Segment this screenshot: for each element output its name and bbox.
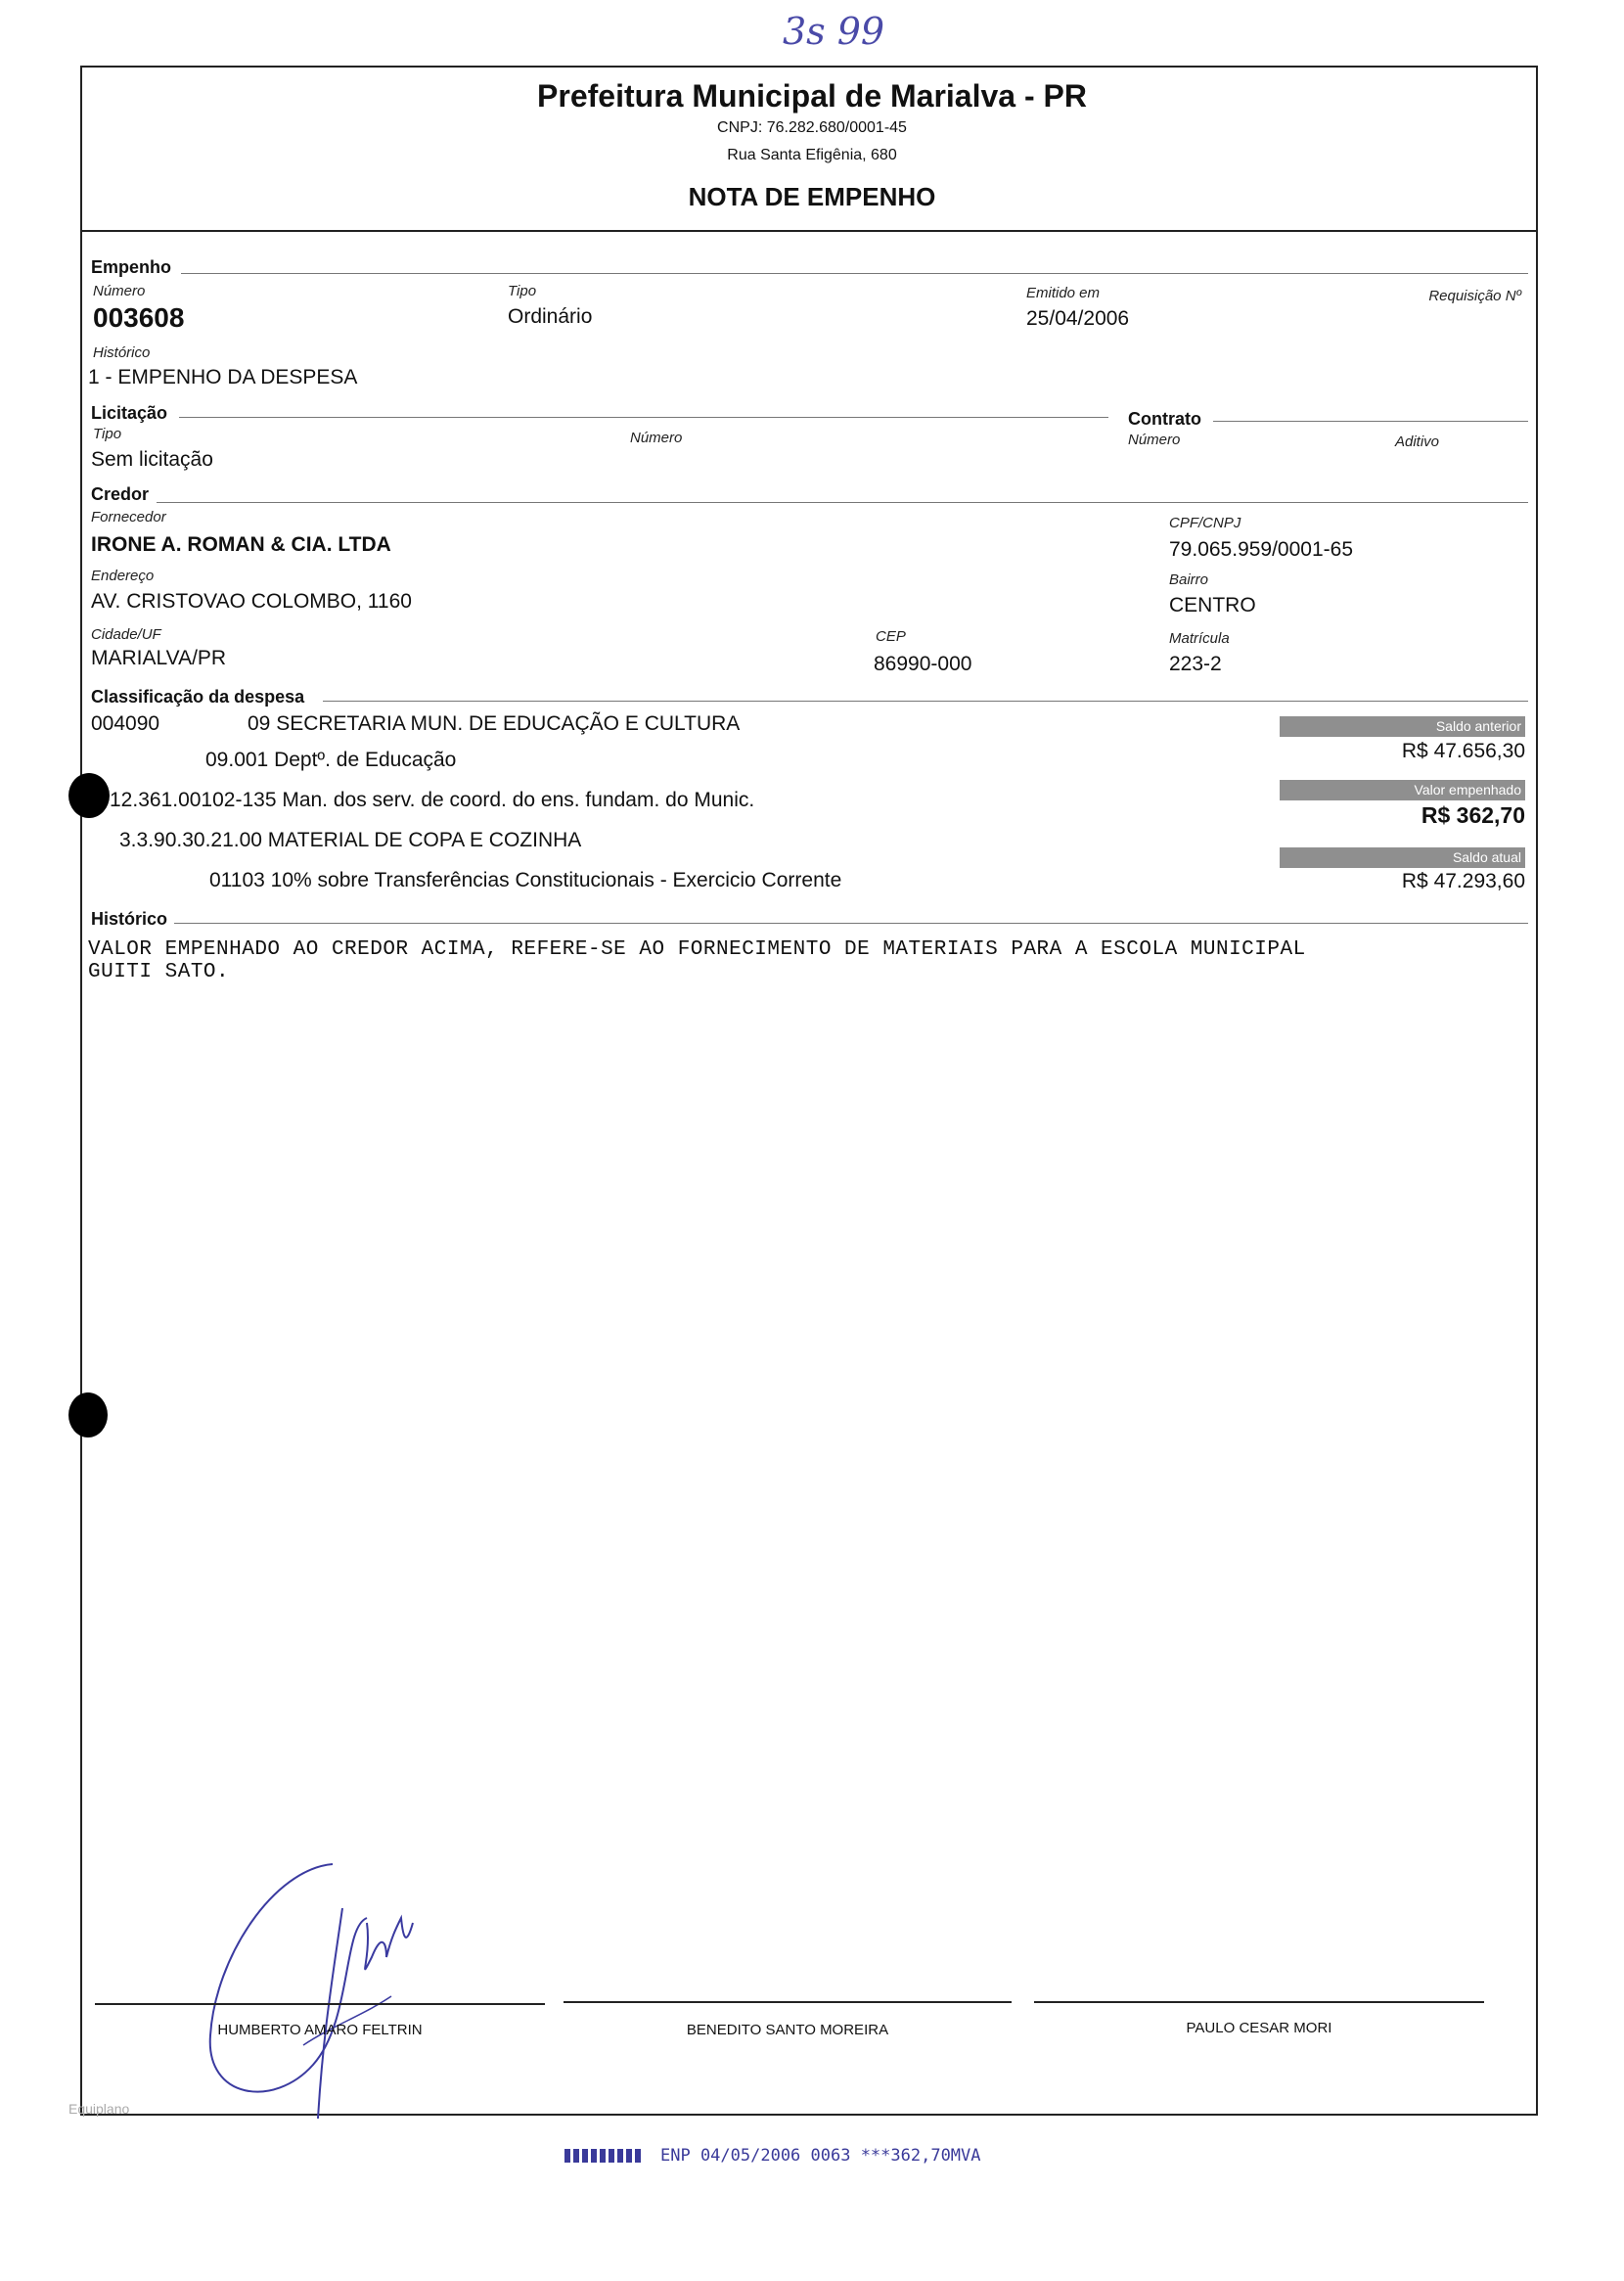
section-rule bbox=[1213, 421, 1528, 422]
saldo-anterior-value: R$ 47.656,30 bbox=[1401, 740, 1525, 762]
section-rule bbox=[157, 502, 1528, 503]
empenho-emitido: 25/04/2006 bbox=[1026, 307, 1130, 330]
licitacao-numero-label: Número bbox=[630, 430, 683, 446]
cep: 86990-000 bbox=[874, 653, 972, 675]
header-divider bbox=[80, 230, 1538, 232]
signature-line bbox=[564, 2001, 1012, 2003]
contrato-numero-label: Número bbox=[1128, 432, 1181, 448]
valor-empenhado-value: R$ 362,70 bbox=[1421, 802, 1525, 828]
empenho-historico-label: Histórico bbox=[93, 344, 151, 361]
stamp-text: ENP 04/05/2006 0063 ***362,70MVA bbox=[660, 2146, 981, 2166]
signatory-3: PAULO CESAR MORI bbox=[1186, 2020, 1332, 2036]
cidade-label: Cidade/UF bbox=[91, 626, 161, 643]
signatory-1: HUMBERTO AMARO FELTRIN bbox=[217, 2022, 423, 2038]
section-rule bbox=[179, 417, 1108, 418]
header-address: Rua Santa Efigênia, 680 bbox=[727, 147, 897, 163]
matricula: 223-2 bbox=[1169, 653, 1222, 675]
footer-brand: Equiplano bbox=[68, 2101, 130, 2117]
stamp-logo-icon bbox=[564, 2149, 643, 2163]
section-contrato: Contrato bbox=[1128, 409, 1201, 429]
cep-label: CEP bbox=[876, 628, 906, 645]
classificacao-fonte: 01103 10% sobre Transferências Constitucionais - Exercicio Corrente bbox=[209, 869, 842, 891]
empenho-numero: 003608 bbox=[93, 302, 185, 333]
classificacao-code: 004090 bbox=[91, 712, 160, 735]
classificacao-elemento: 3.3.90.30.21.00 MATERIAL DE COPA E COZINHA bbox=[119, 829, 582, 851]
empenho-tipo: Ordinário bbox=[508, 305, 593, 328]
fornecedor-label: Fornecedor bbox=[91, 509, 166, 525]
section-licitacao: Licitação bbox=[91, 403, 168, 423]
saldo-atual-value: R$ 47.293,60 bbox=[1401, 870, 1525, 892]
valor-empenhado-label: Valor empenhado bbox=[1280, 780, 1525, 800]
empenho-emitido-label: Emitido em bbox=[1026, 285, 1101, 301]
classificacao-dept: 09.001 Deptº. de Educação bbox=[205, 749, 457, 771]
empenho-tipo-label: Tipo bbox=[508, 283, 537, 299]
punch-hole bbox=[68, 773, 110, 818]
licitacao-tipo-label: Tipo bbox=[93, 426, 122, 442]
punch-hole bbox=[68, 1392, 108, 1437]
validation-stamp bbox=[564, 2146, 981, 2166]
empenho-historico: 1 - EMPENHO DA DESPESA bbox=[88, 366, 358, 388]
licitacao-tipo: Sem licitação bbox=[91, 448, 213, 471]
page-title: Prefeitura Municipal de Marialva - PR bbox=[537, 78, 1087, 114]
cidade: MARIALVA/PR bbox=[91, 647, 227, 669]
section-credor: Credor bbox=[91, 484, 150, 504]
header-cnpj: CNPJ: 76.282.680/0001-45 bbox=[717, 119, 907, 136]
cpf-cnpj: 79.065.959/0001-65 bbox=[1169, 538, 1354, 561]
endereco: AV. CRISTOVAO COLOMBO, 1160 bbox=[91, 590, 412, 613]
signature-line bbox=[95, 2003, 545, 2005]
section-rule bbox=[181, 273, 1528, 274]
requisicao-label: Requisição Nº bbox=[1428, 288, 1521, 304]
section-rule bbox=[323, 701, 1528, 702]
saldo-atual-label: Saldo atual bbox=[1280, 847, 1525, 868]
historico-line-2: GUITI SATO. bbox=[88, 961, 230, 983]
section-historico: Histórico bbox=[91, 909, 168, 929]
classificacao-secretaria: 09 SECRETARIA MUN. DE EDUCAÇÃO E CULTURA bbox=[248, 712, 741, 735]
endereco-label: Endereço bbox=[91, 568, 155, 584]
handwritten-annotation: 3s 99 bbox=[783, 10, 885, 53]
bairro-label: Bairro bbox=[1169, 571, 1209, 588]
historico-line-1: VALOR EMPENHADO AO CREDOR ACIMA, REFERE-SE AO FORNECIMENTO DE MATERIAIS PARA A ESCOLA MUNICIPAL bbox=[88, 938, 1306, 961]
empenho-numero-label: Número bbox=[93, 283, 146, 299]
fornecedor: IRONE A. ROMAN & CIA. LTDA bbox=[91, 533, 391, 556]
signatory-2: BENEDITO SANTO MOREIRA bbox=[686, 2022, 889, 2038]
section-classificacao: Classificação da despesa bbox=[91, 687, 305, 707]
section-empenho: Empenho bbox=[91, 257, 172, 277]
document-title: NOTA DE EMPENHO bbox=[688, 182, 936, 211]
handwritten-signature bbox=[186, 1849, 499, 2133]
signature-line bbox=[1034, 2001, 1484, 2003]
cpf-cnpj-label: CPF/CNPJ bbox=[1169, 515, 1241, 531]
bairro: CENTRO bbox=[1169, 594, 1256, 616]
contrato-aditivo-label: Aditivo bbox=[1395, 433, 1440, 450]
section-rule bbox=[174, 923, 1528, 924]
classificacao-funcional: 12.361.00102-135 Man. dos serv. de coord. do ens. fundam. do Munic. bbox=[110, 789, 755, 811]
saldo-anterior-label: Saldo anterior bbox=[1280, 716, 1525, 737]
matricula-label: Matrícula bbox=[1169, 630, 1230, 647]
